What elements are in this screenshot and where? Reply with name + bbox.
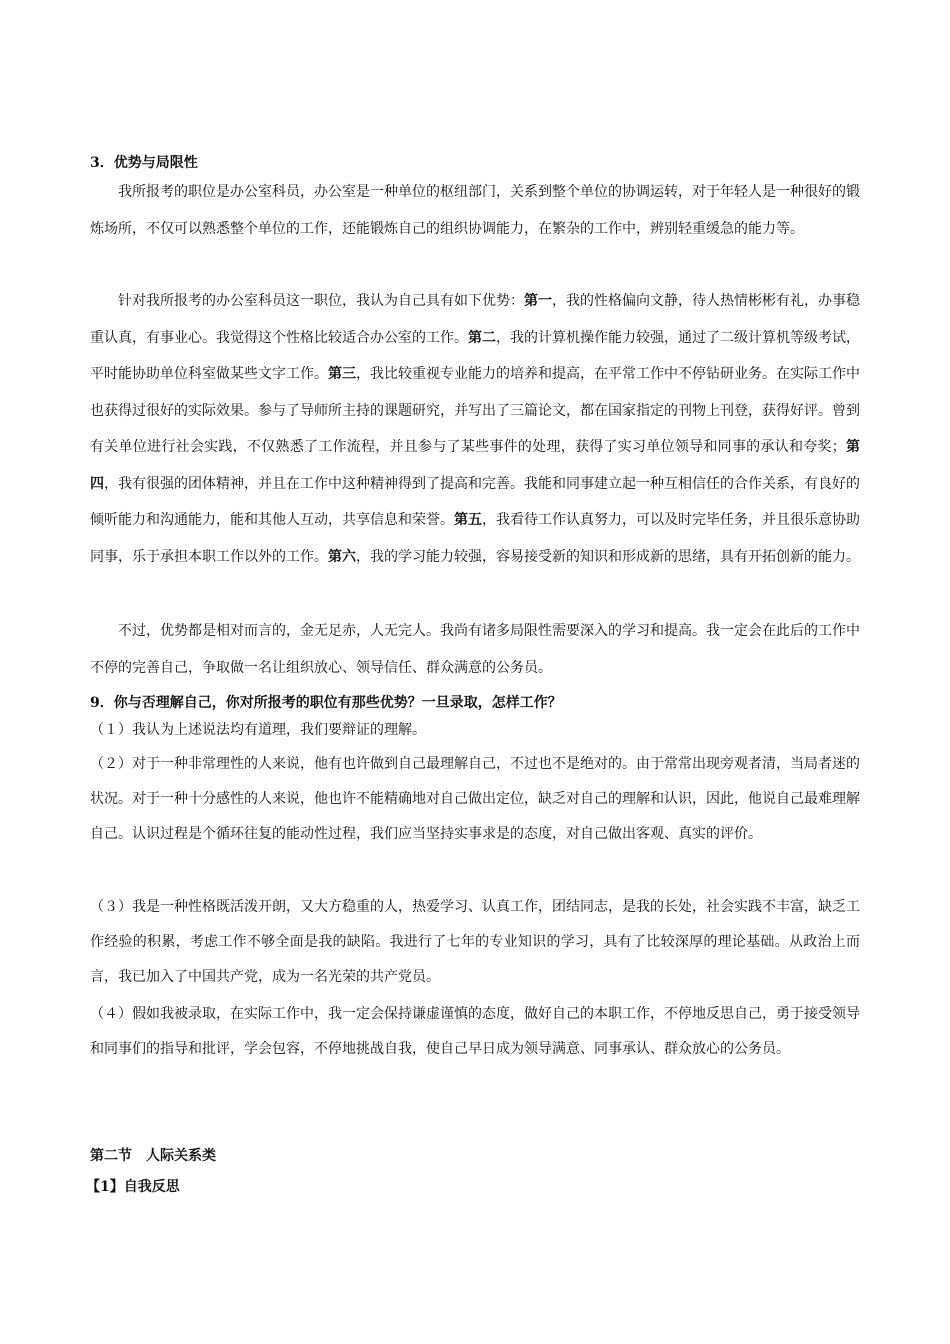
answer-item-3: （３）我是一种性格既活泼开朗，又大方稳重的人，热爱学习、认真工作，团结同志，是我的长处，社会实践不丰富，缺乏工作经验的积累，考虑工作不够全面是我的缺陷。我进行了七年的专业知识的学习，具有了比较深厚的理论基础。从政治上而言，我已加入了中国共产党，成为一名光荣的共产党员。	[90, 899, 860, 985]
advantage-fourth-text: ，我有很强的团体精神，并且在工作中这种精神得到了提高和完善。我能和同事建立起一种互相信任的合作关系，有良好的倾听能力和沟通能力，能和其他人互动，共享信息和荣誉。	[90, 475, 860, 528]
answer-item-4: （４）假如我被录取，在实际工作中，我一定会保持谦虚谨慎的态度，做好自己的本职工作，不停地反思自己，勇于接受领导和同事们的指导和批评，学会包容，不停地挑战自我，使自己早日成为领导满意、同事承认、群众放心的公务员。	[90, 1006, 860, 1057]
keyword-first: 第一	[524, 293, 552, 309]
advantage-first-text: ，我的性格偏向文静，待人热情彬彬有礼，办事稳重认真，有事业心。我觉得这个性格比较适合办公室的工作。	[90, 293, 860, 346]
answer-item-1: （１）我认为上述说法均有道理，我们要辩证的理解。	[90, 722, 426, 738]
advantage-second-text: ，我的计算机操作能力较强，通过了二级计算机等级考试，平时能协助单位科室做某些文字工作。	[90, 329, 860, 382]
advantage-fifth-text: ，我看待工作认真努力，可以及时完毕任务，并且很乐意协助同事，乐于承担本职工作以外的工作。	[90, 512, 860, 565]
paragraph-limitations: 不过，优势都是相对而言的，金无足赤，人无完人。我尚有诸多局限性需要深入的学习和提高。我一定会在此后的工作中不停的完善自己，争取做一名让组织放心、领导信任、群众满意的公务员。	[90, 623, 860, 676]
advantage-third-text: ，我比较重视专业能力的培养和提高，在平常工作中不停钻研业务。在实际工作中也获得过很好的实际效果。参与了导师所主持的课题研究，并写出了三篇论文，都在国家指定的刊物上刊登，获得好评。曾到有关单位进行社会实践，不仅熟悉了工作流程，并且参与了某些事件的处理，获得了实习单位领导和同事的承认和夸奖；	[90, 366, 860, 455]
keyword-second: 第二	[468, 329, 496, 346]
keyword-fourth: 第四	[90, 439, 860, 492]
paragraph-advantages-list	[90, 283, 860, 575]
chapter-heading: 第二节 人际关系类	[90, 1148, 216, 1164]
subsection-heading: 【1】自我反思	[86, 1179, 180, 1195]
keyword-sixth: 第六	[328, 548, 356, 565]
paragraph-position-intro: 我所报考的职位是办公室科员，办公室是一种单位的枢纽部门，关系到整个单位的协调运转，对于年轻人是一种很好的锻炼场所，不仅可以熟悉整个单位的工作，还能锻炼自己的组织协调能力，在繁杂的工作中，辨别轻重缓急的能力等。	[90, 184, 860, 237]
advantages-intro: 针对我所报考的办公室科员这一职位，我认为自己具有如下优势：	[118, 293, 524, 309]
section-heading-advantages: 3．优势与局限性	[90, 155, 198, 171]
keyword-fifth: 第五	[454, 512, 482, 528]
advantage-sixth-text: ，我的学习能力较强，容易接受新的知识和形成新的思绪，具有开拓创新的能力。	[356, 548, 860, 565]
answer-item-2: （２）对于一种非常理性的人来说，他有也许做到自己最理解自己，不过也不是绝对的。由于常常出现旁观者清，当局者迷的状况。对于一种十分感性的人来说，他也许不能精确地对自己做出定位，缺乏对自己的理解和认识，因此，他说自己最难理解自己。认识过程是个循环往复的能动性过程，我们应当坚持实事求是的态度，对自己做出客观、真实的评价。	[90, 756, 860, 842]
keyword-third: 第三	[328, 366, 356, 382]
question-heading: 9．你与否理解自己，你对所报考的职位有那些优势？一旦录取，怎样工作？	[90, 695, 562, 711]
